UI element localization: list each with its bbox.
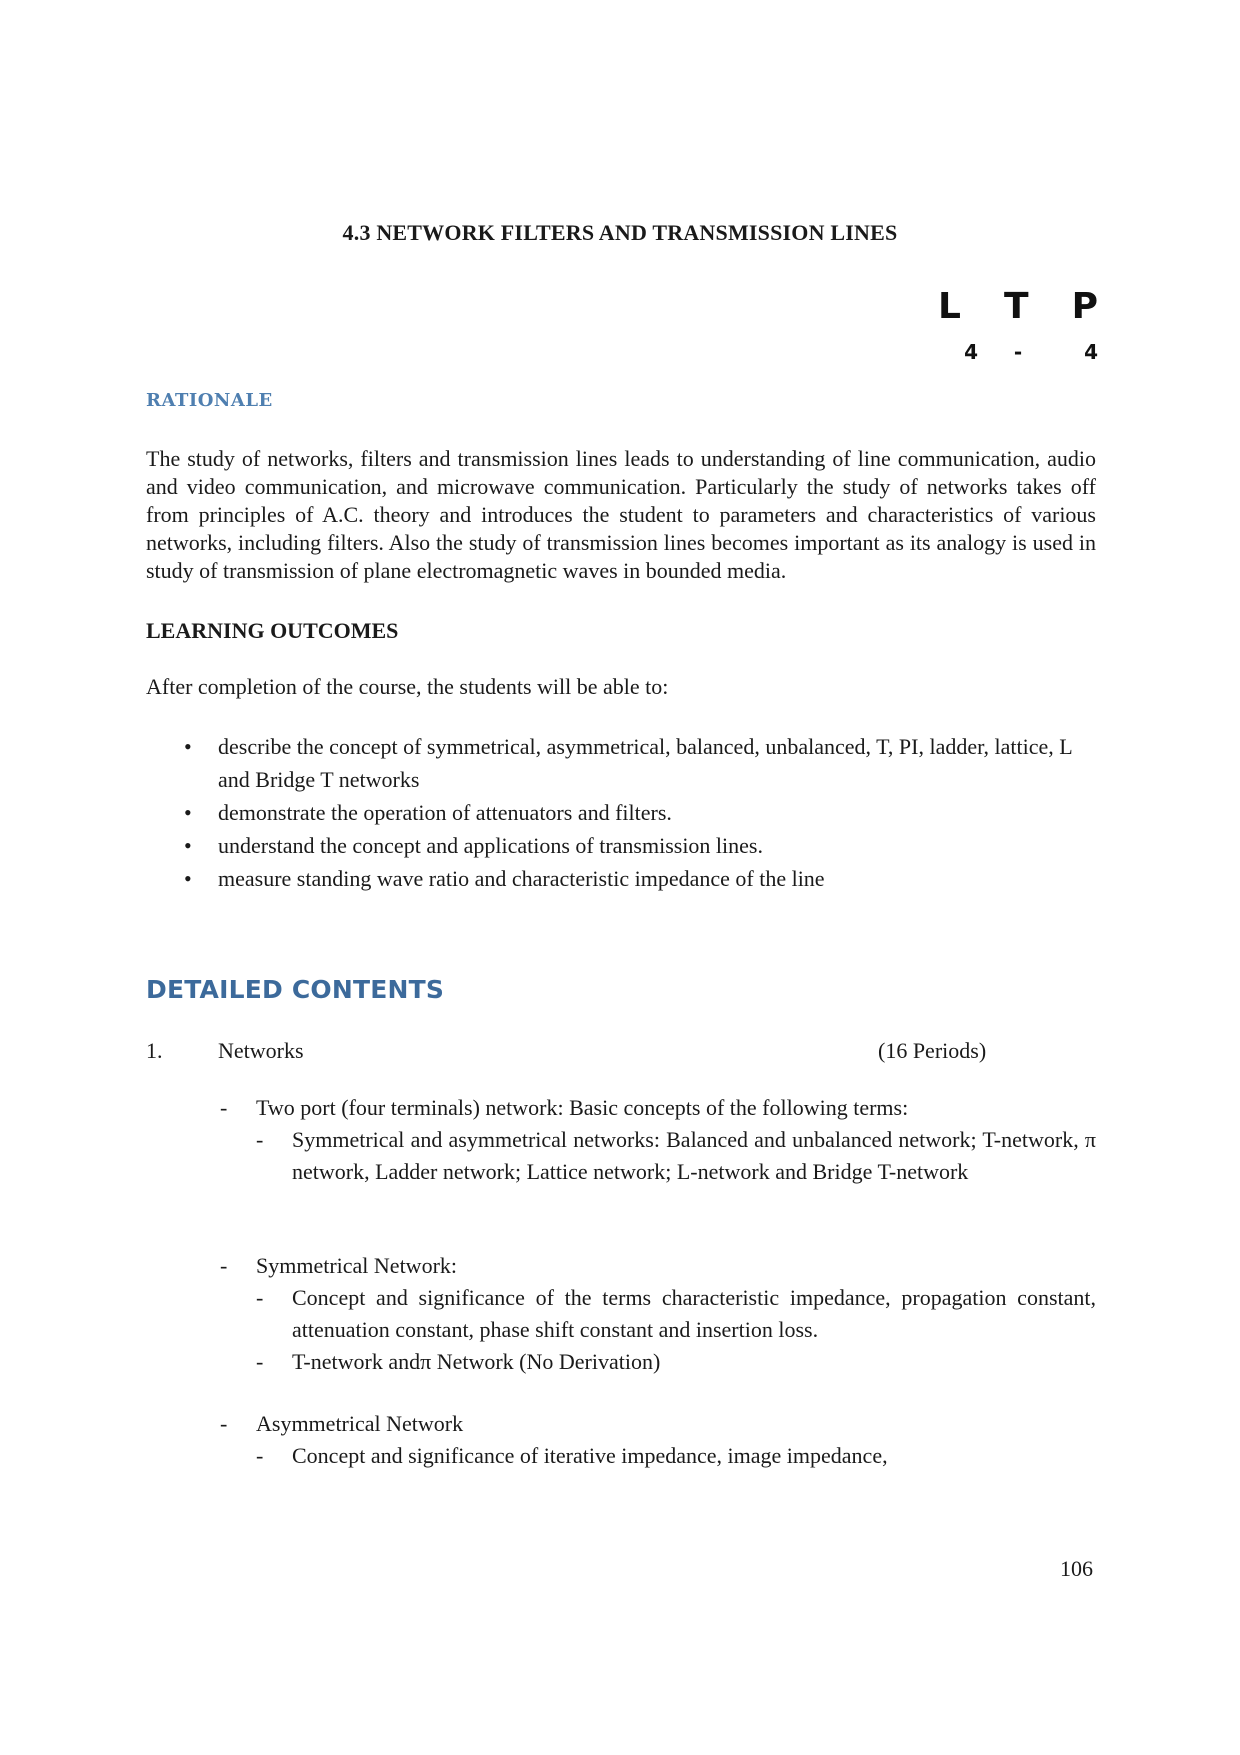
page-number: 106 [1060, 1556, 1093, 1581]
outcome-item: • demonstrate the operation of attenuators and filters. [146, 796, 1096, 829]
unit-number: 1. [146, 1038, 163, 1063]
ltp-letter-l: L [938, 286, 961, 327]
ltp-header [938, 286, 1098, 327]
ltp-letter-p: P [1071, 286, 1098, 327]
rationale-heading: RATIONALE [146, 390, 273, 411]
dash-marker: - [256, 1285, 264, 1310]
entry-text: Concept and significance of iterative impedance, image impedance, [292, 1443, 888, 1468]
dash-marker: - [220, 1253, 228, 1278]
content-entry [0, 1250, 1240, 1282]
entry-text: Symmetrical Network: [256, 1253, 458, 1278]
unit-periods: (16 Periods) [878, 1038, 987, 1063]
entry-text: Asymmetrical Network [256, 1411, 464, 1436]
content-entry [0, 1408, 1240, 1440]
content-entry [0, 1092, 1240, 1124]
content-subentry [0, 1282, 1240, 1346]
unit-name: Networks [218, 1038, 304, 1063]
ltp-letter-t: T [1004, 286, 1029, 327]
outcome-item: • understand the concept and applications of transmission lines. [146, 829, 1096, 862]
entry-text: T-network andπ Network (No Derivation) [292, 1349, 661, 1374]
learning-outcomes-intro: After completion of the course, the students will be able to: [146, 674, 669, 699]
ltp-values [938, 340, 1098, 364]
dash-marker: - [256, 1127, 264, 1152]
content-subentry [0, 1124, 1240, 1220]
dash-marker: - [220, 1095, 228, 1120]
rationale-paragraph: The study of networks, filters and transmission lines leads to understanding of line communication, audio and video communication, and microwave communication. Particularly the study of networks takes off from principles of A.C. theory and introduces the student to parameters and characteristics of various networks, including filters. Also the study of transmission lines becomes important as its analogy is used in study of transmission of plane electromagnetic waves in bounded media. [146, 446, 1096, 583]
ltp-value-p: 4 [1084, 340, 1098, 364]
ltp-value-l: 4 [964, 340, 978, 364]
learning-outcomes-list [146, 730, 1096, 895]
page-title: 4.3 NETWORK FILTERS AND TRANSMISSION LINES [342, 220, 898, 245]
dash-marker: - [220, 1411, 228, 1436]
entry-text: Concept and significance of the terms characteristic impedance, propagation constant, attenuation constant, phase shift constant and insertion loss. [292, 1285, 1096, 1342]
outcome-item: • describe the concept of symmetrical, asymmetrical, balanced, unbalanced, T, PI, ladder, lattice, L and Bridge T networks [146, 730, 1096, 796]
detailed-contents-heading: DETAILED CONTENTS [146, 975, 445, 1004]
learning-outcomes-heading: LEARNING OUTCOMES [146, 618, 399, 643]
ltp-value-t: - [1013, 340, 1023, 364]
dash-marker: - [256, 1443, 264, 1468]
entry-text: Two port (four terminals) network: Basic concepts of the following terms: [256, 1095, 909, 1120]
content-subentry [0, 1346, 1240, 1378]
content-subentry [0, 1440, 1240, 1472]
outcome-item: • measure standing wave ratio and characteristic impedance of the line [146, 862, 1096, 895]
dash-marker: - [256, 1349, 264, 1374]
entry-text: Symmetrical and asymmetrical networks: Balanced and unbalanced network; T-network, π network, Ladder network; Lattice network; L-network and Bridge T-network [292, 1127, 1096, 1184]
